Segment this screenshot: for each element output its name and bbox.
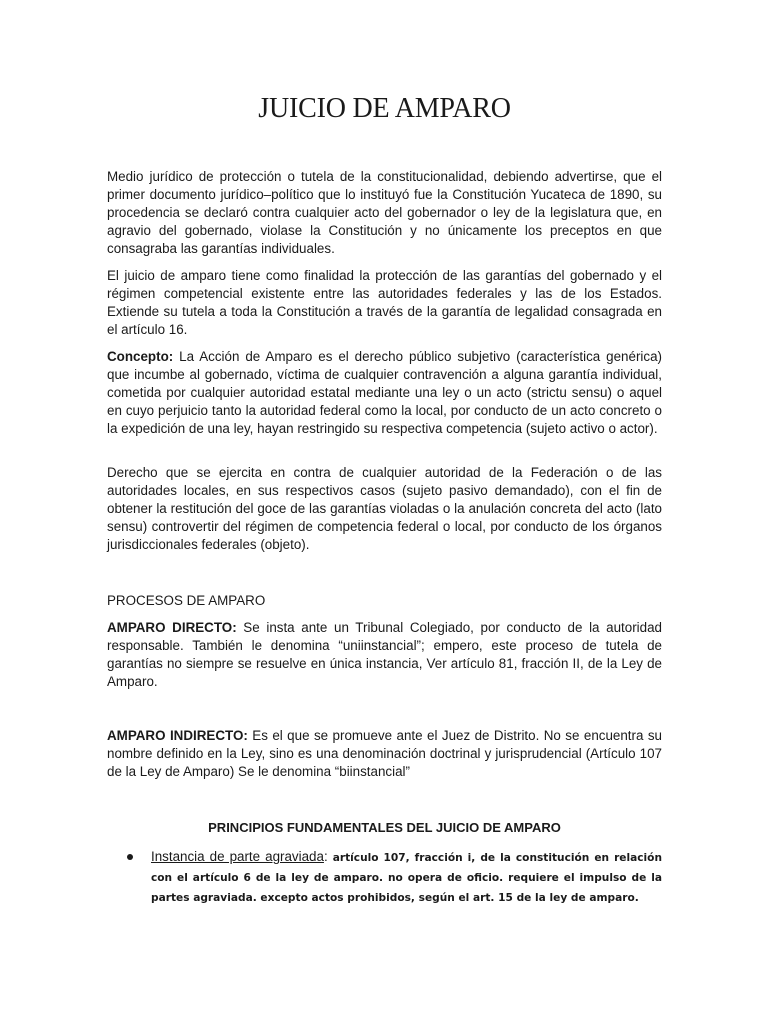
paragraph-derecho: Derecho que se ejercita en contra de cualquier autoridad de la Federación o de las autoridades locales, en sus respectivos casos (sujeto pasivo demandado), con el fin de obtener la restitución del goce de las garantías violadas o la anulación concreta del acto (lato sensu) controvertir del régimen de competencia federal o local, por conducto de los órganos jurisdiccionales federales (objeto). <box>107 465 662 552</box>
bullet-colon: : <box>323 849 333 864</box>
concepto-text: La Acción de Amparo es el derecho público subjetivo (característica genérica) que incumbe al gobernado, víctima de cualquier contravención a alguna garantía individual, cometida por cualquier autoridad estatal mediante una ley o un acto (strictu sensu) o aquel en cuyo perjuicio tanto la autoridad federal como la local, por conducto de un acto concreto o la expedición de una ley, hayan restringido su respectiva competencia (sujeto activo o actor). <box>107 349 662 436</box>
bullet-icon <box>127 854 133 860</box>
list-item <box>127 847 662 908</box>
paragraph-amparo-directo <box>107 619 662 691</box>
amparo-indirecto-text: Es el que se promueve ante el Juez de Distrito. No se encuentra su nombre definido en la Ley, sino es una denominación doctrinal y jurisprudencial (Artículo 107 de la Ley de Amparo) Se le denomina “biinstancial” <box>107 728 663 779</box>
procesos-heading: PROCESOS DE AMPARO <box>107 593 266 608</box>
concepto-label: Concepto: <box>107 349 174 364</box>
paragraph-concepto <box>107 348 662 438</box>
paragraph-finalidad: El juicio de amparo tiene como finalidad la protección de las garantías del gobernado y el régimen competencial existente entre las autoridades federales y las de los Estados. Extiende su tutela a toda la Constitución a través de la garantía de legalidad consagrada en el artículo 16. <box>107 268 662 337</box>
amparo-directo-text: Se insta ante un Tribunal Colegiado, por conducto de la autoridad responsable. También le denomina “uniinstancial”; empero, este proceso de tutela de garantías no siempre se resuelve en única instancia, Ver artículo 81, fracción II, de la Ley de Amparo. <box>107 620 663 689</box>
bullet-bold-text: artículo 107, fracción i, de la constitución en relación con el artículo 6 de la ley de amparo. no opera de oficio. requiere el impulso de la partes agraviada. excepto actos prohibidos, según el art. 15 de la ley de amparo. <box>151 852 662 904</box>
amparo-directo-label: AMPARO DIRECTO: <box>107 620 237 635</box>
paragraph-medio-juridico: Medio jurídico de protección o tutela de la constitucionalidad, debiendo advertirse, que el primer documento jurídico–político que lo instituyó fue la Constitución Yucateca de 1890, su procedencia se declaró contra cualquier acto del gobernador o ley de la legislatura que, en agravio del gobernado, violase la Constitución y no únicamente los preceptos en que consagraba las garantías individuales. <box>107 169 662 256</box>
bullet-text <box>151 847 662 908</box>
document-title: JUICIO DE AMPARO <box>258 93 511 124</box>
bullet-underlined-term: Instancia de parte agraviada <box>151 849 324 864</box>
amparo-indirecto-label: AMPARO INDIRECTO: <box>107 728 248 743</box>
principios-heading: PRINCIPIOS FUNDAMENTALES DEL JUICIO DE AMPARO <box>208 820 561 835</box>
paragraph-amparo-indirecto <box>107 727 662 781</box>
